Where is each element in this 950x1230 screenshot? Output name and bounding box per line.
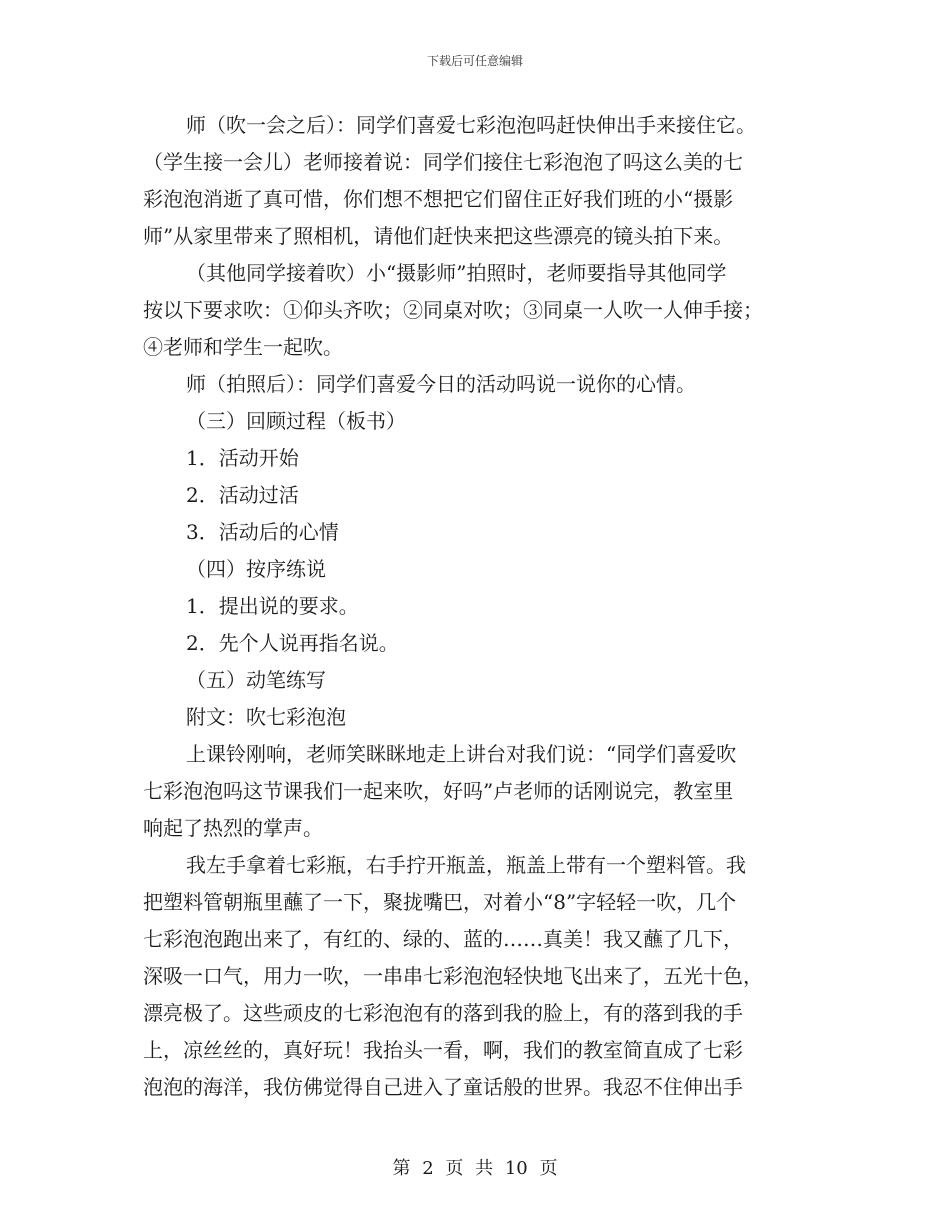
text-line: 2．活动过活: [186, 483, 299, 507]
document-body: [143, 107, 809, 1106]
text-line: 师（吹一会之后）：同学们喜爱七彩泡泡吗赶快伸出手来接住它。: [186, 113, 756, 137]
text-line: ④老师和学生一起吹。: [143, 335, 343, 359]
text-line: （其他同学接着吹）小“摄影师”拍照时，老师要指导其他同学: [186, 261, 727, 285]
text-line: （五）动笔练写: [186, 668, 326, 692]
text-line: 彩泡泡消逝了真可惜，你们想不想把它们留住正好我们班的小“摄影: [143, 187, 734, 211]
text-line: 师（拍照后）：同学们喜爱今日的活动吗说一说你的心情。: [186, 372, 696, 396]
text-line: 上，凉丝丝的，真好玩！我抬头一看，啊，我们的教室简直成了七彩: [143, 1038, 743, 1062]
text-line: 七彩泡泡吗这节课我们一起来吹，好吗”卢老师的话刚说完，教室里: [143, 779, 734, 803]
text-line: 上课铃刚响，老师笑眯眯地走上讲台对我们说：“同学们喜爱吹: [186, 742, 737, 766]
text-line: （三）回顾过程（板书）: [186, 409, 406, 433]
text-line: 把塑料管朝瓶里蘸了一下，聚拢嘴巴，对着小“8”字轻轻一吹，几个: [143, 890, 737, 914]
text-line: 泡泡的海洋，我仿佛觉得自己进入了童话般的世界。我忍不住伸出手: [143, 1075, 743, 1099]
text-line: 1．活动开始: [186, 446, 299, 470]
page-header: 下载后可任意编辑: [426, 54, 523, 68]
text-line: 响起了热烈的掌声。: [143, 816, 323, 840]
text-line: （四）按序练说: [186, 557, 326, 581]
text-line: 七彩泡泡跑出来了，有红的、绿的、蓝的……真美！我又蘸了几下，: [143, 927, 743, 951]
text-line: 深吸一口气，用力一吹，一串串七彩泡泡轻快地飞出来了，五光十色，: [143, 964, 763, 988]
text-line: 我左手拿着七彩瓶，右手拧开瓶盖，瓶盖上带有一个塑料管。我: [186, 853, 746, 877]
text-line: 师”从家里带来了照相机，请他们赶快来把这些漂亮的镜头拍下来。: [143, 224, 734, 248]
text-line: 附文：吹七彩泡泡: [186, 705, 346, 729]
text-line: 2．先个人说再指名说。: [186, 631, 399, 655]
text-line: 1．提出说的要求。: [186, 594, 359, 618]
text-line: （学生接一会儿）老师接着说：同学们接住七彩泡泡了吗这么美的七: [143, 150, 743, 174]
text-line: 3．活动后的心情: [186, 520, 339, 544]
text-line: 按以下要求吹：①仰头齐吹；②同桌对吹；③同桌一人吹一人伸手接；: [143, 298, 763, 322]
page-footer: 第 2 页 共 10 页: [392, 1158, 558, 1179]
text-line: 漂亮极了。这些顽皮的七彩泡泡有的落到我的脸上，有的落到我的手: [143, 1001, 743, 1025]
